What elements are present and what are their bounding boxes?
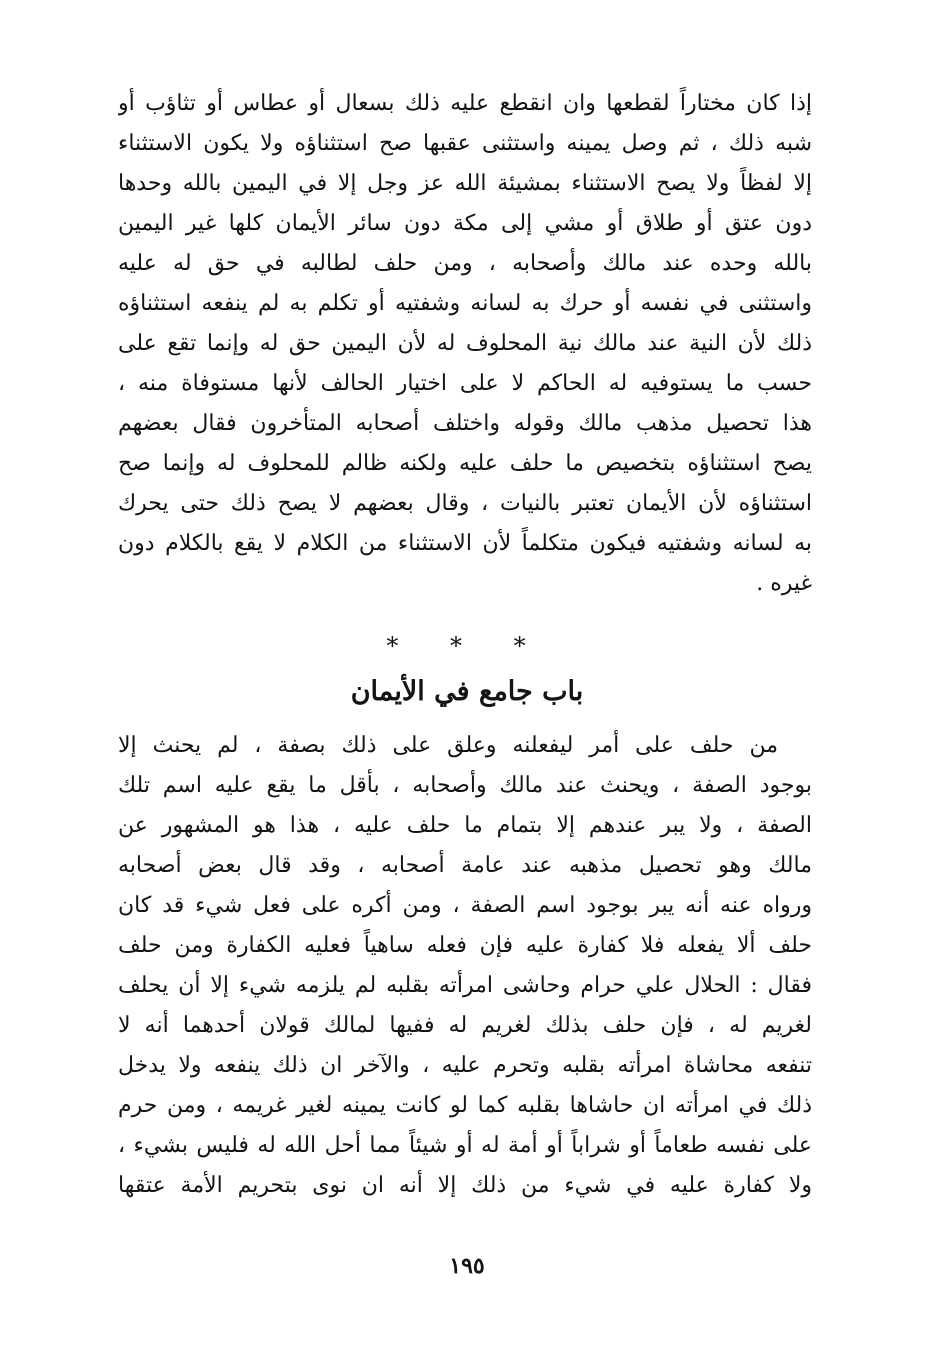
- chapter-title: باب جامع في الأيمان: [350, 676, 584, 707]
- paragraph-2: [118, 726, 812, 1206]
- page-number: ١٩٥: [449, 1253, 485, 1279]
- text-line: حلف ألا يفعله فلا كفارة عليه فإن فعله ساهياً فعليه الكفارة ومن حلف: [118, 933, 812, 958]
- text-line: ذلك لأن النية عند مالك نية المحلوف له لأن اليمين حق له وإنما تقع على: [118, 331, 812, 356]
- text-line: ورواه عنه أنه يبر بوجود اسم الصفة ، ومن أكره على فعل شيء قد كان: [118, 893, 812, 918]
- text-line: على نفسه طعاماً أو شراباً أو أمة له أو شيئاً مما أحل الله له فليس بشيء ،: [118, 1133, 812, 1158]
- text-line: بالله وحده عند مالك وأصحابه ، ومن حلف لطالبه في حق له عليه: [118, 251, 812, 276]
- text-line: دون عتق أو طلاق أو مشي إلى مكة دون سائر الأيمان كلها غير اليمين: [118, 211, 812, 236]
- paragraph-1: [118, 84, 812, 604]
- text-line: إذا كان مختاراً لقطعها وان انقطع عليه ذلك بسعال أو عطاس أو تثاؤب أو: [118, 91, 812, 116]
- text-line: الصفة ، ولا يبر عندهم إلا بتمام ما حلف عليه ، هذا هو المشهور عن: [118, 813, 812, 838]
- text-line: غيره .: [756, 571, 812, 596]
- text-line: فقال : الحلال علي حرام وحاشى امرأته بقلبه لم يلزمه شيء إلا أن يحلف: [118, 973, 812, 998]
- text-line: ولا كفارة عليه في شيء من ذلك إلا أنه ان نوى بتحريم الأمة عتقها: [118, 1173, 812, 1198]
- text-line: إلا لفظاً ولا يصح الاستثناء بمشيئة الله عز وجل إلا في اليمين بالله وحدها: [118, 171, 812, 196]
- text-line: لغريم له ، فإن حلف بذلك لغريم له ففيها لمالك قولان أحدهما أنه لا: [118, 1013, 812, 1038]
- text-line: استثناؤه لأن الأيمان تعتبر بالنيات ، وقال بعضهم لا يصح ذلك حتى يحرك: [118, 491, 812, 516]
- text-line: شبه ذلك ، ثم وصل يمينه واستثنى عقبها صح استثناؤه ولا يكون الاستثناء: [118, 131, 812, 156]
- text-line: هذا تحصيل مذهب مالك وقوله واختلف أصحابه المتأخرون فقال بعضهم: [118, 411, 812, 436]
- text-line: من حلف على أمر ليفعلنه وعلق على ذلك بصفة ، لم يحنث إلا: [118, 733, 778, 758]
- text-line: به لسانه وشفتيه فيكون متكلماً لأن الاستثناء من الكلام لا يقع بالكلام دون: [118, 531, 812, 556]
- text-line: واستثنى في نفسه أو حرك به لسانه وشفتيه أو تكلم به لم ينفعه استثناؤه: [118, 291, 812, 316]
- text-line: تنفعه محاشاة امرأته بقلبه وتحرم عليه ، والآخر ان ذلك ينفعه ولا يدخل: [118, 1053, 812, 1078]
- text-line: ذلك في امرأته ان حاشاها بقلبه كما لو كانت يمينه لغير غريمه ، ومن حرم: [118, 1093, 812, 1118]
- text-line: يصح استثناؤه بتخصيص ما حلف عليه ولكنه ظالم للمحلوف له وإنما صح: [118, 451, 812, 476]
- text-line: مالك وهو تحصيل مذهبه عند عامة أصحابه ، وقد قال بعض أصحابه: [118, 853, 812, 878]
- section-separator: * * *: [386, 632, 548, 660]
- text-line: بوجود الصفة ، ويحنث عند مالك وأصحابه ، بأقل ما يقع عليه اسم تلك: [118, 773, 812, 798]
- text-line: حسب ما يستوفيه له الحاكم لا على اختيار الحالف لأنها مستوفاة منه ،: [118, 371, 812, 396]
